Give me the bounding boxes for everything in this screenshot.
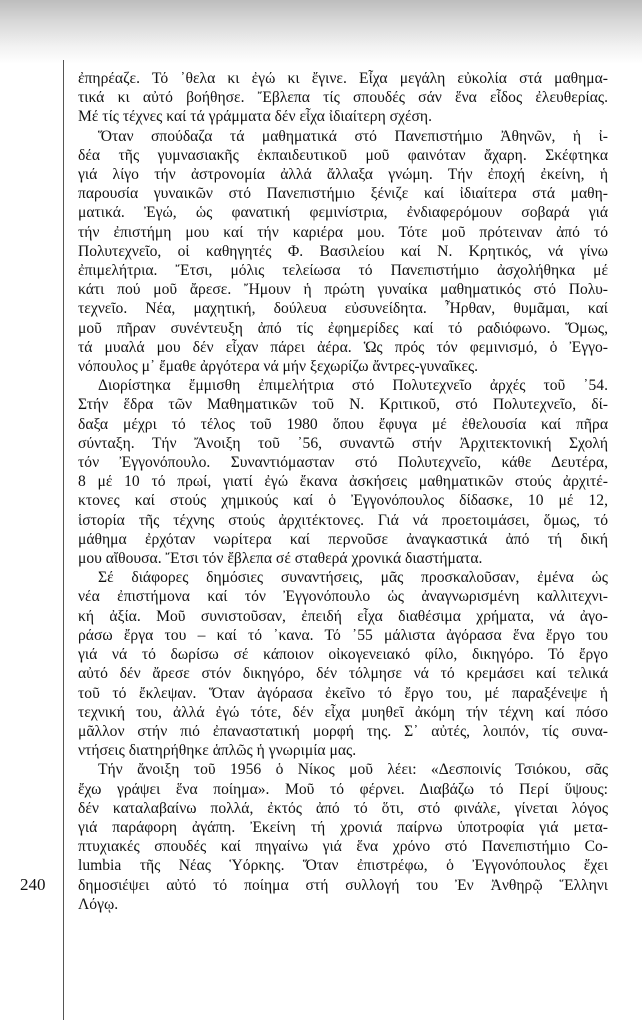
text-line: γιά λίγο τήν ἀστρονομία ἀλλά ἄλλαξα γνώμη. Τήν ἐποχή ἐκείνη, ἡ <box>78 166 608 184</box>
text-line: τεχνεῖο. Νέα, μαχητική, δούλευα εὐσυνείδητα. Ἦρθαν, θυμᾶμαι, καί <box>78 300 608 318</box>
text-line: τοῦ τό ἔκλεψαν. Ὅταν ἀγόρασα ἐκεῖνο τό ἔργο του, μέ παραξένεψε ἡ <box>78 684 608 702</box>
text-line: Λόγῳ. <box>78 895 119 913</box>
text-line: κάτι πού μοῦ ἄρεσε. Ἤμουν ἡ πρώτη γυναίκα μαθηματικός στό Πολυ- <box>78 281 608 299</box>
text-line: ἐπιμελήτρια. Ἔτσι, μόλις τελείωσα τό Πανεπιστήμιο ἀσχολήθηκα μέ <box>78 262 608 280</box>
text-line: Τήν ἄνοιξη τοῦ 1956 ὁ Νίκος μοῦ λέει: «Δεσποινίς Τσιόκου, σᾶς <box>98 761 608 779</box>
paragraph-1 <box>78 69 608 127</box>
text-line: Διορίστηκα ἔμμισθη ἐπιμελήτρια στό Πολυτεχνεῖο ἀρχές τοῦ ᾽54. <box>98 377 608 395</box>
text-line: δέα τῆς γυμνασιακῆς ἐκπαιδευτικοῦ μοῦ φαινόταν ἄχαρη. Σκέφτηκα <box>78 146 608 164</box>
text-line: σύνταξη. Τήν Ἄνοιξη τοῦ ᾽56, συναντῶ στήν Ἀρχιτεκτονική Σχολή <box>78 434 608 452</box>
text-line: δημοσιέψει αὐτό τό ποίημα στή συλλογή του Ἐν Ἀνθηρῷ Ἕλληνι <box>78 876 608 894</box>
text-line: ἔχω γράψει ἕνα ποίημα». Μοῦ τό φέρνει. Διαβάζω τό Περί ὕψους: <box>78 780 608 798</box>
text-line: Μέ τίς τέχνες καί τά γράμματα δέν εἶχα ἰδιαίτερη σχέση. <box>78 108 432 126</box>
body-text <box>78 69 608 914</box>
text-line: Στήν ἕδρα τῶν Μαθηματικῶν τοῦ Ν. Κριτικοῦ, στό Πολυτεχνεῖο, δί- <box>78 396 608 414</box>
text-line: νόπουλος μ᾽ ἔμαθε ἀργότερα νά μήν ξεχωρίζω ἄντρες-γυναῖκες. <box>78 358 479 376</box>
text-line: Πολυτεχνεῖο, οἱ καθηγητές Φ. Βασιλείου καί Ν. Κρητικός, νά γίνω <box>78 242 608 260</box>
page-number: 240 <box>20 875 46 894</box>
text-line: τόν Ἐγγονόπουλο. Συναντιόμασταν στό Πολυτεχνεῖο, κάθε Δευτέρα, <box>78 454 608 472</box>
text-line: μᾶλλον στήν πιό ἐπαναστατική μορφή της. Σ᾽ αὐτές, λοιπόν, τίς συνα- <box>78 722 608 740</box>
text-line: πτυχιακές σπουδές καί πηγαίνω γιά ἕνα χρόνο στό Πανεπιστήμιο Co- <box>78 838 608 856</box>
text-line: δέν καταλαβαίνω πολλά, ἐκτός ἀπό τό ὅτι, στό φινάλε, γίνεται λόγος <box>78 799 608 817</box>
text-line: γιά νά τό δωρίσω σέ κάποιον οἰκογενειακό φίλο, δικηγόρο. Τό ἔργο <box>78 646 608 664</box>
text-line: ἱστορία τῆς τέχνης στούς ἀρχιτέκτονες. Γιά νά προετοιμάσει, ὅμως, τό <box>78 511 608 529</box>
text-line: 8 μέ 10 τό πρωί, γιατί ἐγώ ἔκανα ἀσκήσεις μαθηματικῶν στούς ἀρχιτέ- <box>78 473 608 491</box>
paragraph-5 <box>78 760 608 914</box>
margin-rule <box>63 60 64 1020</box>
text-line: κή ἀξία. Μοῦ συνιστοῦσαν, ἐπειδή εἶχα διαθέσιμα χρήματα, νά ἀγο- <box>78 607 608 625</box>
text-line: μάθημα ἐρχόταν νωρίτερα καί περνοῦσε ἀναγκαστικά ἀπό τή δική <box>78 530 608 548</box>
text-line: Σέ διάφορες δημόσιες συναντήσεις, μᾶς προσκαλοῦσαν, ἐμένα ὡς <box>98 569 608 587</box>
text-line: ράσω ἔργα του – καί τό ᾽κανα. Τό ᾽55 μάλιστα ἀγόρασα ἕνα ἔργο του <box>78 626 608 644</box>
text-line: μοῦ πῆραν συνέντευξη ἀπό τίς ἐφημερίδες καί τό ραδιόφωνο. Ὅμως, <box>78 319 608 337</box>
paragraph-4 <box>78 568 608 760</box>
text-line: νέα ἐπιστήμονα καί τόν Ἐγγονόπουλο ὡς ἀναγνωρισμένη καλλιτεχνι- <box>78 588 608 606</box>
text-line: lumbia τῆς Νέας Ὑόρκης. Ὅταν ἐπιστρέφω, ὁ Ἐγγονόπουλος ἔχει <box>78 857 608 875</box>
text-line: τεχνική του, ἀλλά ἐγώ τότε, δέν εἶχα μυηθεῖ ἀκόμη τήν τέχνη καί πόσο <box>78 703 608 721</box>
text-line: τικά κι αὐτό βοήθησε. Ἔβλεπα τίς σπουδές σάν ἕνα εἶδος ἐλευθερίας. <box>78 89 608 107</box>
text-line: παρουσία γυναικῶν στό Πανεπιστήμιο ξένιζε καί ἰδιαίτερα στά μαθη- <box>78 185 608 203</box>
text-line: δαξα μέχρι τό τέλος τοῦ 1980 ὅπου ἔφυγα μέ ἐθελουσία καί πῆρα <box>78 415 608 433</box>
text-line: τά μυαλά μου δέν εἶχαν πάρει ἀέρα. Ὡς πρός τόν φεμινισμό, ὁ Ἐγγο- <box>78 338 608 356</box>
text-line: κτονες καί στούς χημικούς καί ὁ Ἐγγονόπουλος δίδασκε, 10 μέ 12, <box>78 492 608 510</box>
text-line: γιά παράφορη ἀγάπη. Ἐκείνη τή χρονιά παίρνω ὑποτροφία γιά μετα- <box>78 818 608 836</box>
paragraph-2 <box>78 127 608 377</box>
text-line: μου αἴθουσα. Ἔτσι τόν ἔβλεπα σέ σταθερά χρονικά διαστήματα. <box>78 550 483 568</box>
page-top-shadow <box>0 0 642 64</box>
text-line: τήν ἐπιστήμη μου καί τήν καριέρα μου. Τότε μοῦ πρότειναν ἀπό τό <box>78 223 608 241</box>
text-line: Ὅταν σπούδαζα τά μαθηματικά στό Πανεπιστήμιο Ἀθηνῶν, ἡ ἰ- <box>98 127 608 145</box>
text-line: ντήσεις διατηρήθηκε ἁπλῶς ἡ γνωριμία μας. <box>78 742 357 760</box>
text-line: αὐτό δέν ἄρεσε στόν δικηγόρο, δέν τόλμησε νά τό κρεμάσει καί τελικά <box>78 665 608 683</box>
text-line: ματικά. Ἐγώ, ὡς φανατική φεμινίστρια, ἐνδιαφερόμουν σοβαρά γιά <box>78 204 608 222</box>
paragraph-3 <box>78 376 608 568</box>
text-line: ἐπηρέαζε. Τό ᾽θελα κι ἐγώ κι ἔγινε. Εἶχα μεγάλη εὐκολία στά μαθημα- <box>78 70 608 87</box>
